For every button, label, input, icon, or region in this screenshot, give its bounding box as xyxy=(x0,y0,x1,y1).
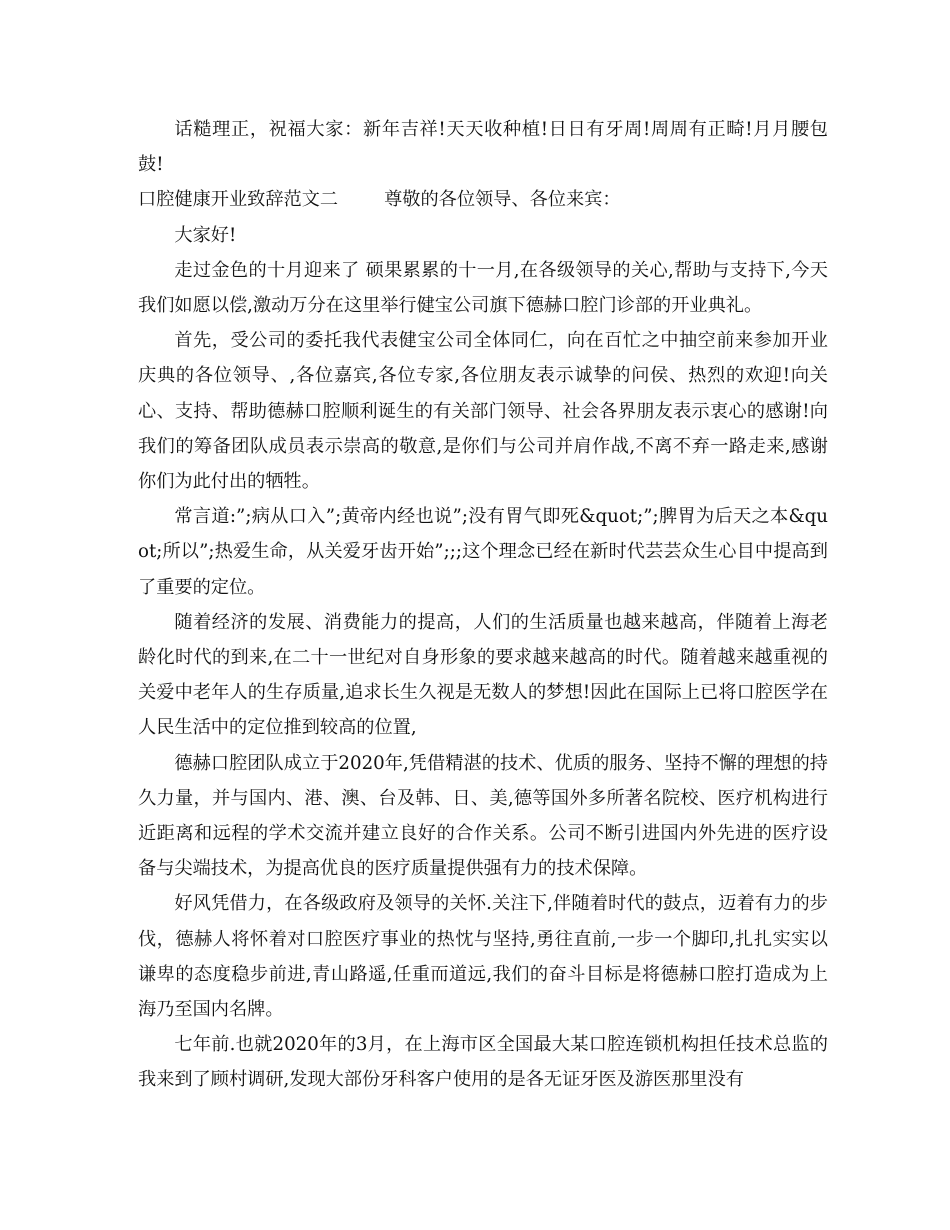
paragraph-1: 话糙理正，祝福大家：新年吉祥!天天收种植!日日有牙周!周周有正畸!月月腰包鼓! xyxy=(138,119,828,176)
document-body xyxy=(138,112,828,1098)
paragraph-4: 走过金色的十月迎来了 硕果累累的十一月,在各级领导的关心,帮助与支持下,今天我们如愿以偿,激动万分在这里举行健宝公司旗下德赫口腔门诊部的开业典礼。 xyxy=(138,259,828,317)
paragraph-3: 大家好! xyxy=(174,224,237,246)
paragraph-8: 德赫口腔团队成立于2020年,凭借精湛的技术、优质的服务、坚持不懈的理想的持久力量，并与国内、港、澳、台及韩、日、美,德等国外多所著名院校、医疗机构进行近距离和远程的学术交流并建立良好的合作关系。公司不断引进国内外先进的医疗设备与尖端技术，为提高优良的医疗质量提供强有力的技术保障。 xyxy=(138,752,828,880)
paragraph-6: 常言道:”;病从口入”;黄帝内经也说”;没有胃气即死&quot;”;脾胃为后天之本&quot;所以”;热爱生命，从关爱牙齿开始”;;;这个理念已经在新时代芸芸众生心目中提高到了重要的定位。 xyxy=(138,506,828,598)
section-heading: 口腔健康开业致辞范文二 xyxy=(138,189,339,211)
salutation: 尊敬的各位领导、各位来宾： xyxy=(384,189,621,211)
paragraph-5: 首先，受公司的委托我代表健宝公司全体同仁，向在百忙之中抽空前来参加开业庆典的各位领导、,各位嘉宾,各位专家,各位朋友表示诚挚的问侯、热烈的欢迎!向关心、支持、帮助德赫口腔顺利诞生的有关部门领导、社会各界朋友表示衷心的感谢!向我们的筹备团队成员表示崇高的敬意,是你们与公司并肩作战,不离不弃一路走来,感谢你们为此付出的牺牲。 xyxy=(138,330,828,493)
paragraph-7: 随着经济的发展、消费能力的提高，人们的生活质量也越来越高，伴随着上海老龄化时代的到来,在二十一世纪对自身形象的要求越来越高的时代。随着越来越重视的关爱中老年人的生存质量,追求长生久视是无数人的梦想!因此在国际上已将口腔医学在人民生活中的定位推到较高的位置, xyxy=(138,611,828,739)
paragraph-9: 好风凭借力，在各级政府及领导的关怀.关注下,伴随着时代的鼓点，迈着有力的步伐，德赫人将怀着对口腔医疗事业的热忱与坚持,勇往直前,一步一个脚印,扎扎实实以谦卑的态度稳步前进,青山路遥,任重而道远,我们的奋斗目标是将德赫口腔打造成为上海乃至国内名牌。 xyxy=(138,893,828,1021)
paragraph-2 xyxy=(138,182,828,217)
paragraph-10: 七年前.也就2020年的3月，在上海市区全国最大某口腔连锁机构担任技术总监的我来到了顾村调研,发现大部份牙科客户使用的是各无证牙医及游医那里没有 xyxy=(138,1034,828,1091)
